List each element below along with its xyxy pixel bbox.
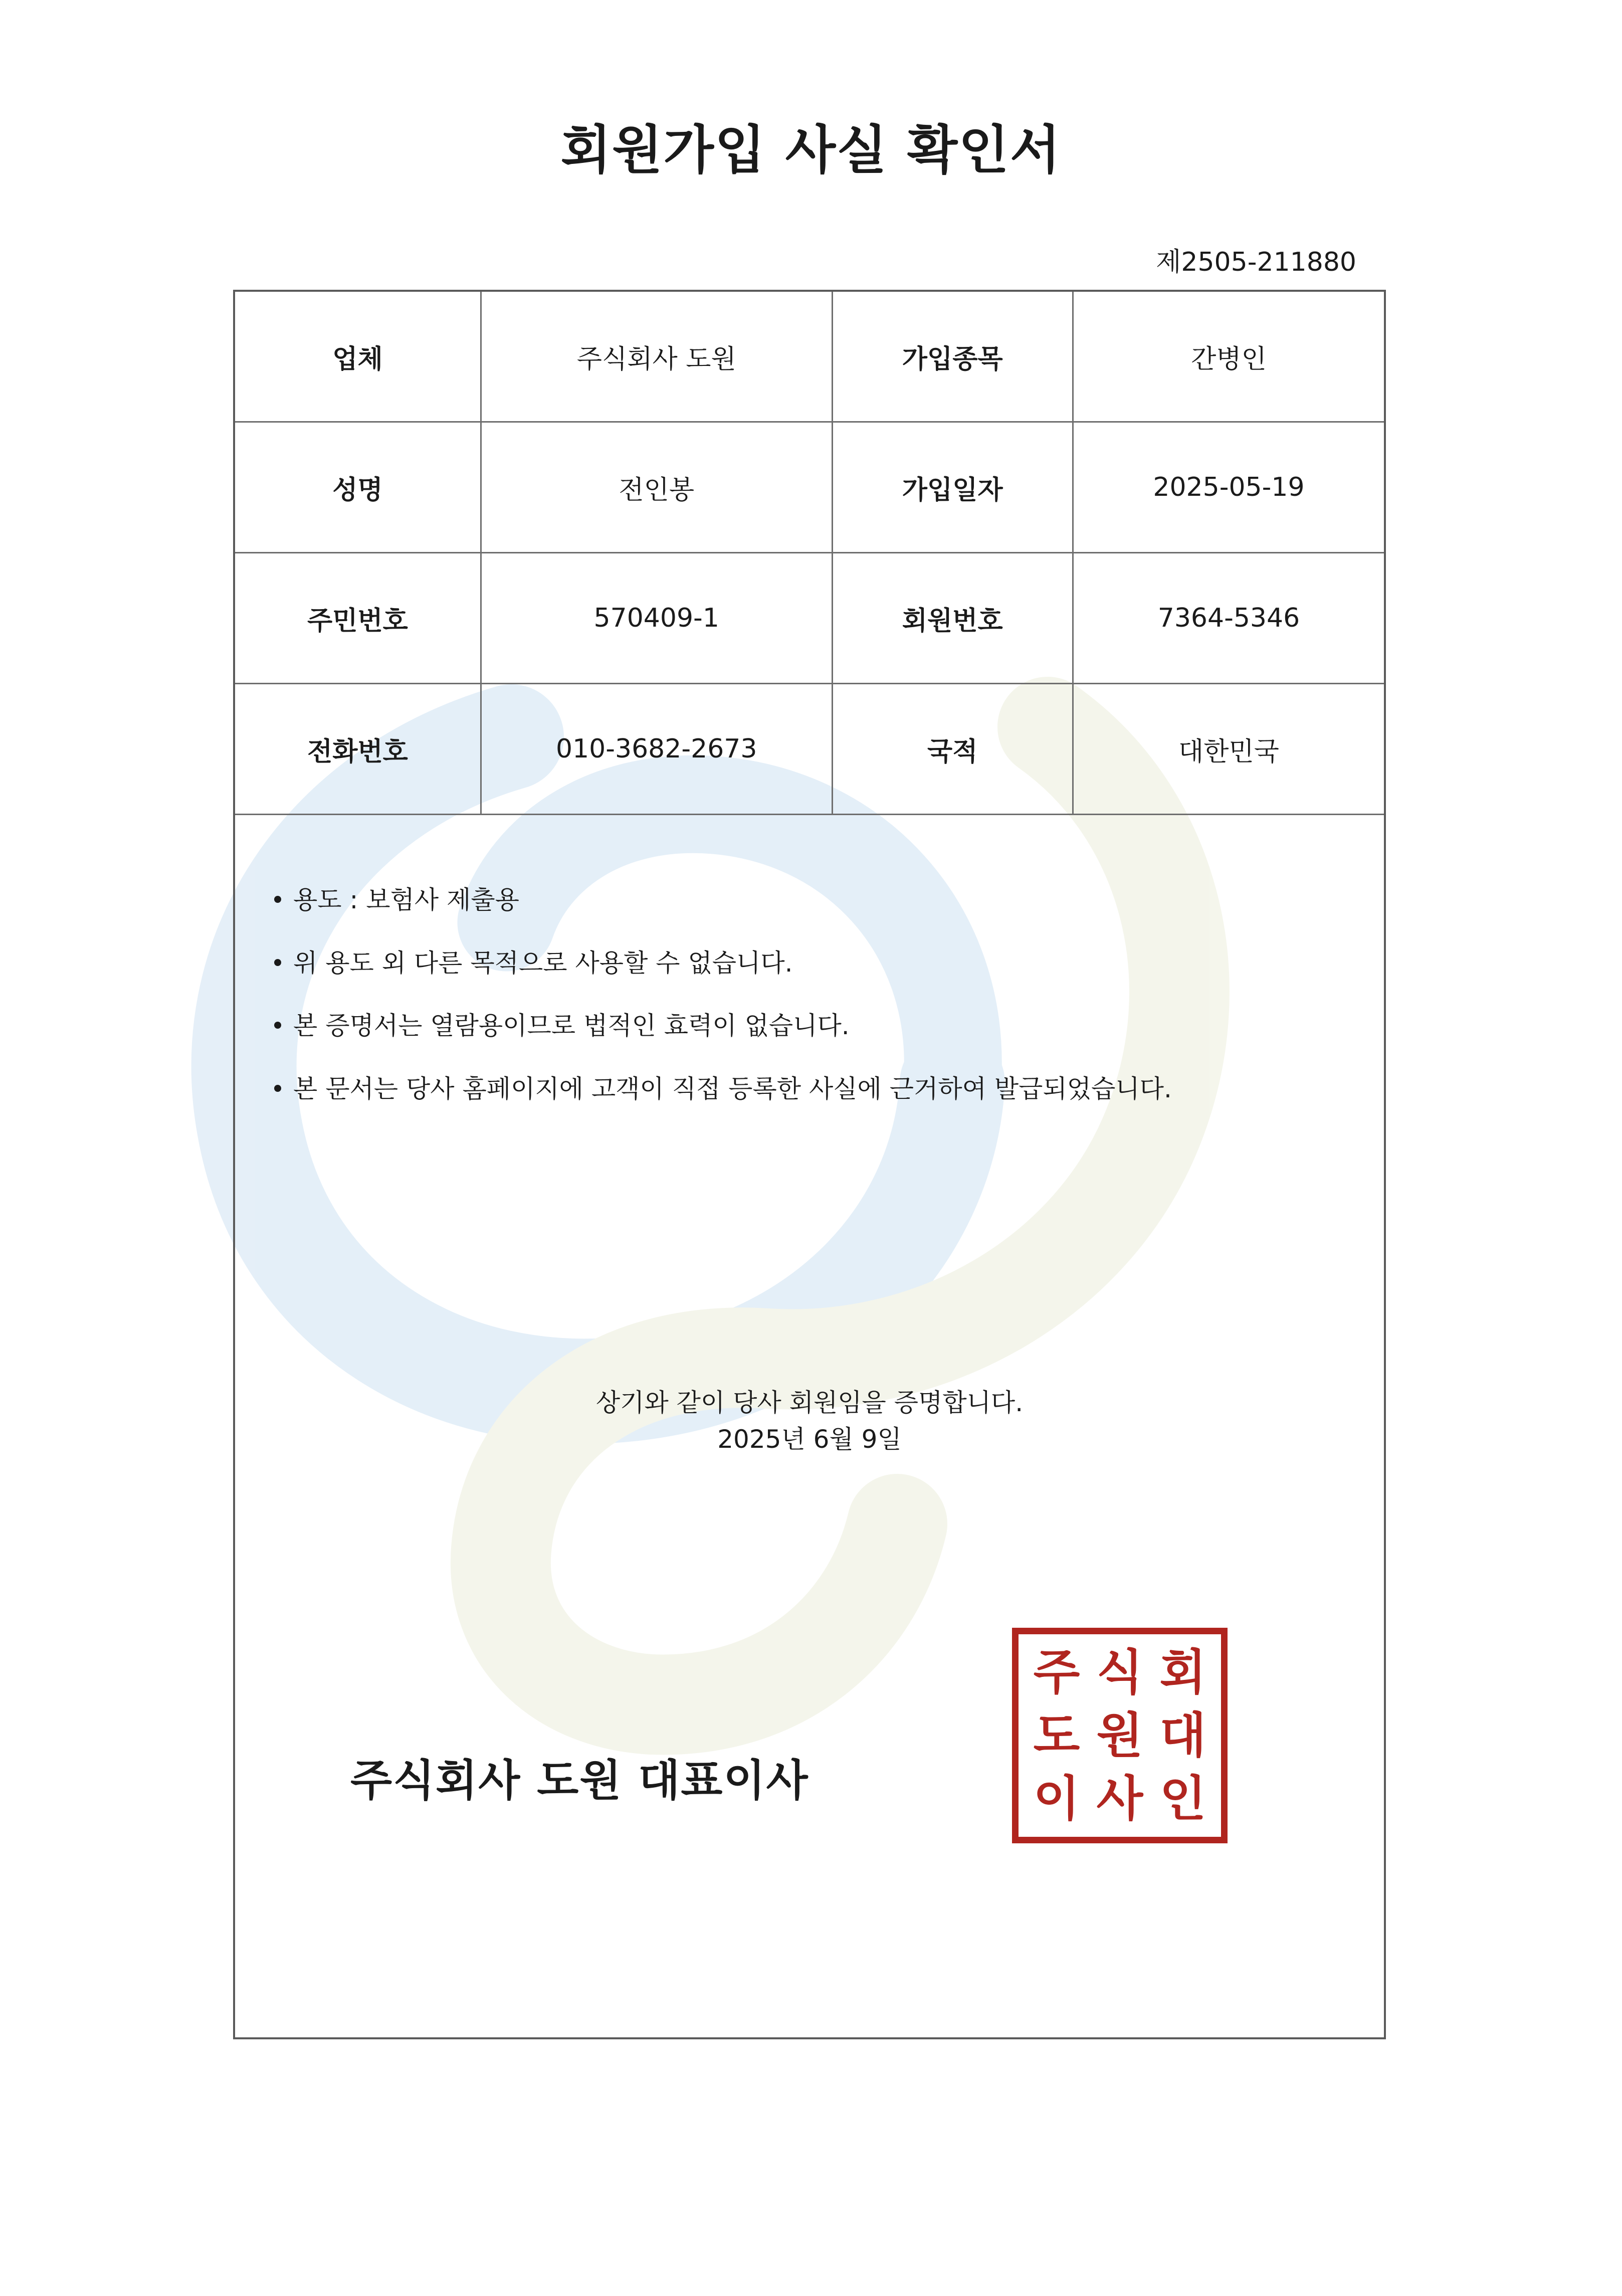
value-join-category: 간병인 <box>1073 292 1384 422</box>
label-join-date: 가입일자 <box>832 422 1073 553</box>
page-title: 회원가입 사실 확인서 <box>560 119 1062 180</box>
value-phone: 010-3682-2673 <box>481 684 832 815</box>
value-name: 전인봉 <box>481 422 832 553</box>
list-item <box>270 886 1348 915</box>
seal-char: 원 <box>1096 1707 1143 1764</box>
value-resident-id: 570409-1 <box>481 553 832 684</box>
bullet-icon <box>274 1085 281 1092</box>
certificate-body <box>233 290 1386 2039</box>
note-text: 위 용도 외 다른 목적으로 사용할 수 없습니다. <box>293 948 793 978</box>
list-item <box>270 949 1348 978</box>
bullet-icon <box>274 959 281 966</box>
label-name: 성명 <box>235 422 481 553</box>
seal-char: 대 <box>1159 1707 1206 1764</box>
signature-line: 주식회사 도원 대표이사 <box>350 1756 809 1806</box>
statement-line-2: 2025년 6월 9일 <box>717 1424 902 1454</box>
note-text: 용도 : 보험사 제출용 <box>293 885 519 914</box>
seal-char: 식 <box>1096 1644 1143 1700</box>
label-member-number: 회원번호 <box>832 553 1073 684</box>
value-nationality: 대한민국 <box>1073 684 1384 815</box>
seal-char: 주 <box>1033 1644 1080 1700</box>
seal-char: 인 <box>1159 1771 1206 1827</box>
seal-char: 사 <box>1096 1771 1143 1827</box>
document-number: 제2505-211880 <box>1156 247 1356 277</box>
member-info-table <box>235 292 1384 815</box>
table-row <box>235 553 1384 684</box>
seal-characters <box>1025 1641 1214 1830</box>
label-phone: 전화번호 <box>235 684 481 815</box>
note-text: 본 문서는 당사 홈페이지에 고객이 직접 등록한 사실에 근거하여 발급되었습니다. <box>293 1074 1172 1103</box>
table-row <box>235 422 1384 553</box>
bullet-icon <box>274 1022 281 1029</box>
note-text: 본 증명서는 열람용이므로 법적인 효력이 없습니다. <box>293 1011 850 1040</box>
label-resident-id: 주민번호 <box>235 553 481 684</box>
label-company: 업체 <box>235 292 481 422</box>
notes-list <box>270 886 1348 1137</box>
list-item <box>270 1012 1348 1041</box>
list-item <box>270 1075 1348 1104</box>
table-row <box>235 292 1384 422</box>
certification-statement <box>235 1385 1384 1457</box>
seal-char: 도 <box>1033 1707 1080 1764</box>
label-nationality: 국적 <box>832 684 1073 815</box>
value-member-number: 7364-5346 <box>1073 553 1384 684</box>
label-join-category: 가입종목 <box>832 292 1073 422</box>
seal-char: 회 <box>1159 1644 1206 1700</box>
company-seal-stamp <box>1012 1628 1228 1843</box>
statement-line-1: 상기와 같이 당사 회원임을 증명합니다. <box>595 1388 1024 1417</box>
value-join-date: 2025-05-19 <box>1073 422 1384 553</box>
bullet-icon <box>274 896 281 903</box>
table-row <box>235 684 1384 815</box>
seal-char: 이 <box>1033 1771 1080 1827</box>
value-company: 주식회사 도원 <box>481 292 832 422</box>
